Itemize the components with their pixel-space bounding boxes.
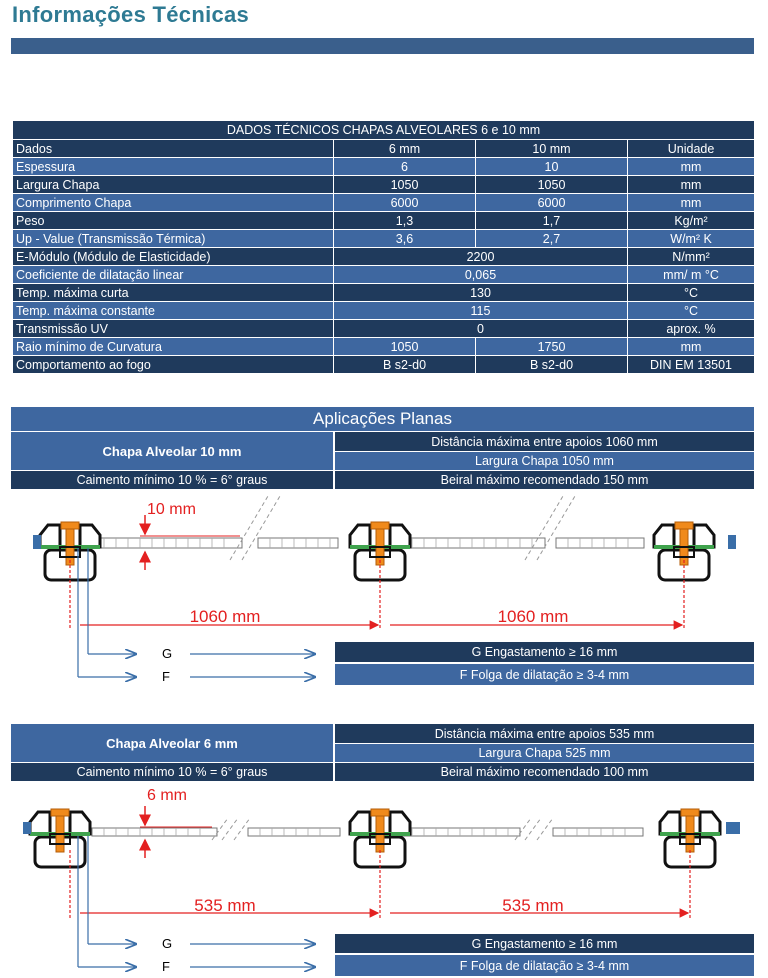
cell-10mm: 1750 bbox=[476, 338, 628, 356]
row-label: Peso bbox=[13, 212, 334, 230]
cell-unit: N/mm² bbox=[628, 248, 755, 266]
sheet-width-text: Largura Chapa 525 mm bbox=[335, 744, 754, 762]
cell-6mm: 1,3 bbox=[334, 212, 476, 230]
cell-6mm: B s2-d0 bbox=[334, 356, 476, 374]
span-dimension bbox=[70, 850, 690, 918]
cell-unit: °C bbox=[628, 284, 755, 302]
support-profile bbox=[660, 809, 720, 867]
row-label: Temp. máxima constante bbox=[13, 302, 334, 320]
cell-unit: mm bbox=[628, 194, 755, 212]
header-cell: Dados bbox=[13, 140, 334, 158]
eave-text: Beiral máximo recomendado 100 mm bbox=[335, 763, 754, 781]
cell-unit: mm bbox=[628, 158, 755, 176]
sheet-width-text: Largura Chapa 1050 mm bbox=[335, 452, 754, 470]
row-label: Up - Value (Transmissão Térmica) bbox=[13, 230, 334, 248]
cell-10mm: 1050 bbox=[476, 176, 628, 194]
diagram-10mm bbox=[33, 496, 736, 684]
page-title: Informações Técnicas bbox=[12, 2, 250, 27]
section-heading: Aplicações Planas bbox=[11, 407, 754, 431]
cell-unit: DIN EM 13501 bbox=[628, 356, 755, 374]
span-label: 535 mm bbox=[194, 896, 256, 915]
row-label: Comprimento Chapa bbox=[13, 194, 334, 212]
g-letter: G bbox=[162, 646, 173, 661]
diagram-6mm bbox=[23, 787, 740, 974]
cell-merged: 130 bbox=[334, 284, 628, 302]
row-label: E-Módulo (Módulo de Elasticidade) bbox=[13, 248, 334, 266]
slope-text: Caimento mínimo 10 % = 6° graus bbox=[11, 471, 333, 489]
thickness-label: 10 mm bbox=[147, 501, 196, 518]
end-cap bbox=[728, 535, 736, 549]
header-cell: 10 mm bbox=[476, 140, 628, 158]
support-profile bbox=[30, 809, 90, 867]
eave-text: Beiral máximo recomendado 150 mm bbox=[335, 471, 754, 489]
table-title: DADOS TÉCNICOS CHAPAS ALVEOLARES 6 e 10 mm bbox=[13, 121, 755, 140]
cell-unit: W/m² K bbox=[628, 230, 755, 248]
sheet-name: Chapa Alveolar 6 mm bbox=[11, 724, 333, 762]
span-label: 1060 mm bbox=[189, 607, 261, 626]
cell-6mm: 3,6 bbox=[334, 230, 476, 248]
cell-6mm: 1050 bbox=[334, 338, 476, 356]
cell-6mm: 6 bbox=[334, 158, 476, 176]
row-label: Transmissão UV bbox=[13, 320, 334, 338]
span-label: 1060 mm bbox=[497, 607, 569, 626]
cell-10mm: 2,7 bbox=[476, 230, 628, 248]
row-label: Temp. máxima curta bbox=[13, 284, 334, 302]
g-letter: G bbox=[162, 936, 173, 951]
cell-6mm: 6000 bbox=[334, 194, 476, 212]
max-distance-text: Distância máxima entre apoios 535 mm bbox=[335, 724, 754, 743]
end-cap bbox=[33, 535, 41, 549]
cell-unit: mm/ m °C bbox=[628, 266, 755, 284]
cell-merged: 0,065 bbox=[334, 266, 628, 284]
cell-merged: 0 bbox=[334, 320, 628, 338]
sheet-name: Chapa Alveolar 10 mm bbox=[11, 432, 333, 470]
row-label: Coeficiente de dilatação linear bbox=[13, 266, 334, 284]
cell-10mm: 1,7 bbox=[476, 212, 628, 230]
cell-unit: °C bbox=[628, 302, 755, 320]
row-label: Comportamento ao fogo bbox=[13, 356, 334, 374]
cell-10mm: 6000 bbox=[476, 194, 628, 212]
slope-text: Caimento mínimo 10 % = 6° graus bbox=[11, 763, 333, 781]
cell-10mm: B s2-d0 bbox=[476, 356, 628, 374]
support-profile bbox=[350, 809, 410, 867]
g-legend-box: G Engastamento ≥ 16 mm bbox=[335, 642, 754, 662]
row-label: Largura Chapa bbox=[13, 176, 334, 194]
cell-unit: mm bbox=[628, 338, 755, 356]
header-cell: 6 mm bbox=[334, 140, 476, 158]
end-cap bbox=[726, 822, 740, 834]
f-legend-box: F Folga de dilatação ≥ 3-4 mm bbox=[335, 955, 754, 976]
f-letter: F bbox=[162, 669, 170, 684]
cell-unit: mm bbox=[628, 176, 755, 194]
end-cap bbox=[23, 822, 31, 834]
span-label: 535 mm bbox=[502, 896, 564, 915]
header-cell: Unidade bbox=[628, 140, 755, 158]
cell-6mm: 1050 bbox=[334, 176, 476, 194]
f-legend-box: F Folga de dilatação ≥ 3-4 mm bbox=[335, 664, 754, 685]
g-legend-box: G Engastamento ≥ 16 mm bbox=[335, 934, 754, 953]
max-distance-text: Distância máxima entre apoios 1060 mm bbox=[335, 432, 754, 451]
row-label: Raio mínimo de Curvatura bbox=[13, 338, 334, 356]
row-label: Espessura bbox=[13, 158, 334, 176]
cell-unit: aprox. % bbox=[628, 320, 755, 338]
thickness-label: 6 mm bbox=[147, 787, 187, 804]
f-letter: F bbox=[162, 959, 170, 974]
cell-10mm: 10 bbox=[476, 158, 628, 176]
cell-unit: Kg/m² bbox=[628, 212, 755, 230]
cell-merged: 2200 bbox=[334, 248, 628, 266]
cell-merged: 115 bbox=[334, 302, 628, 320]
